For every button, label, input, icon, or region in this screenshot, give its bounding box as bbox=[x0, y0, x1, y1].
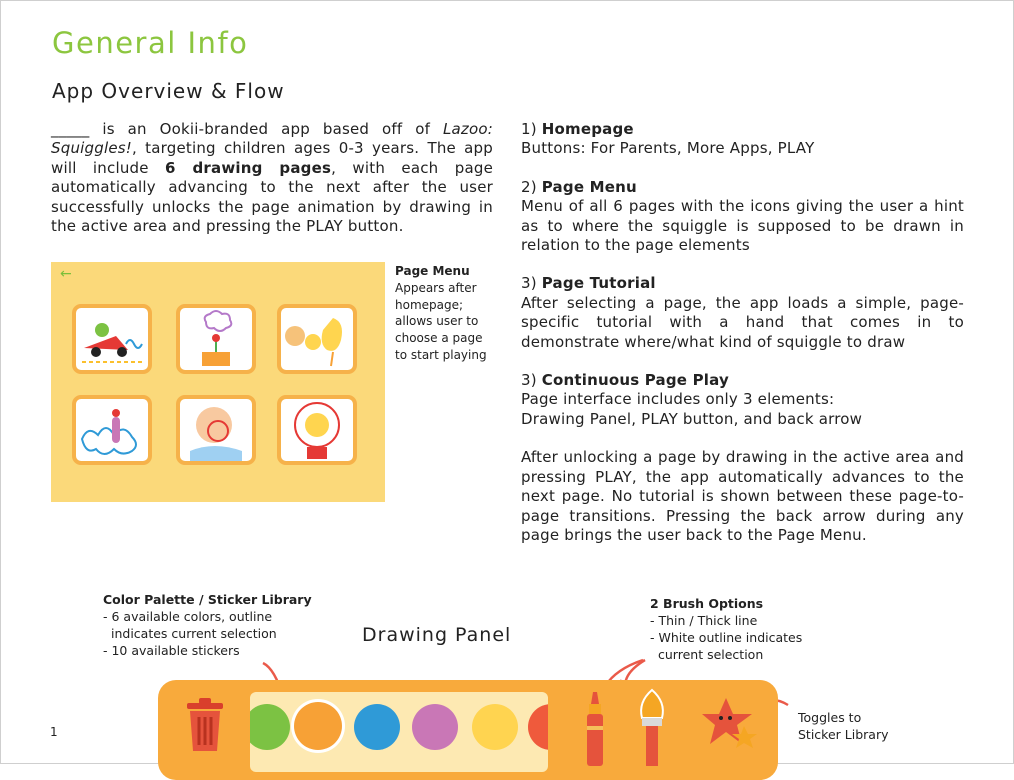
section-body: Menu of all 6 pages with the icons giving the user a hint as to where the squiggle is supposed to be drawn in relation to the page elements bbox=[521, 197, 964, 255]
color-swatch-purple[interactable] bbox=[412, 704, 458, 750]
thin-brush-icon[interactable] bbox=[580, 690, 610, 766]
lazoo-title: Lazoo: Squiggles! bbox=[51, 120, 493, 158]
sticker-toggle-note: Toggles to Sticker Library bbox=[798, 710, 889, 742]
sticker-star-icon[interactable] bbox=[700, 694, 760, 754]
brush-annotation-title: 2 Brush Options bbox=[650, 596, 764, 611]
color-swatch-green[interactable] bbox=[250, 704, 290, 750]
section-heading: Page Menu bbox=[541, 177, 637, 196]
section-body: After selecting a page, the app loads a simple, page-specific tutorial with a hand that comes in to demonstrate where/what kind of squiggle to draw bbox=[521, 293, 964, 351]
color-palette bbox=[250, 692, 548, 772]
color-swatch-yellow[interactable] bbox=[472, 704, 518, 750]
page-menu-note-body: Appears after homepage; allows user to choose a page to start playing bbox=[395, 280, 487, 362]
app-name-blank: _____ bbox=[51, 120, 90, 138]
palette-annotation-title: Color Palette / Sticker Library bbox=[103, 592, 312, 607]
closing-paragraph: After unlocking a page by drawing in the active area and pressing PLAY, the app automatically advances to the next page. No tutorial is shown between these page-to-page transitions. Pressing the back arrow during any page brings the user back to the Page Menu. bbox=[521, 448, 964, 544]
section-homepage: 1) Homepage Buttons: For Parents, More Apps, PLAY bbox=[521, 120, 964, 159]
back-arrow-icon: ← bbox=[60, 266, 72, 282]
section-subtitle: App Overview & Flow bbox=[52, 79, 285, 103]
section-heading: Continuous Page Play bbox=[541, 371, 729, 390]
section-page-tutorial: 3) Page Tutorial After selecting a page, the app loads a simple, page-specific tutorial with a hand that comes in to demonstrate where/what kind of squiggle to draw bbox=[521, 274, 964, 351]
color-swatch-orange-selected[interactable] bbox=[294, 702, 342, 750]
section-body: Buttons: For Parents, More Apps, PLAY bbox=[521, 139, 815, 158]
intro-paragraph: _____ is an Ookii-branded app based off of Lazoo: Squiggles!, targeting children ages 0-3 years. The app will include 6 drawing pages, with each page automatically advancing to the next after the user successfully unlocks the page animation by drawing in the active area and pressing the PLAY button. bbox=[51, 120, 493, 236]
color-swatch-red[interactable] bbox=[528, 704, 548, 750]
trash-icon[interactable] bbox=[183, 697, 227, 753]
section-body-line2: Drawing Panel, PLAY button, and back arrow bbox=[521, 409, 863, 428]
section-page-menu: 2) Page Menu Menu of all 6 pages with the icons giving the user a hint as to where the squiggle is supposed to be drawn in relation to the page elements bbox=[521, 177, 964, 255]
brush-annotation: 2 Brush Options - Thin / Thick line - White outline indicates current selection bbox=[650, 596, 803, 662]
palette-annotation: Color Palette / Sticker Library - 6 available colors, outline indicates current selection - 10 available stickers bbox=[103, 592, 312, 658]
page-number: 1 bbox=[50, 725, 58, 739]
section-heading: Page Tutorial bbox=[541, 274, 656, 293]
color-swatch-blue[interactable] bbox=[354, 704, 400, 750]
section-continuous-play: 3) Continuous Page Play Page interface includes only 3 elements: Drawing Panel, PLAY button, and back arrow bbox=[521, 371, 964, 429]
page-title: General Info bbox=[52, 26, 249, 60]
page-menu-note-title: Page Menu bbox=[395, 264, 470, 278]
section-body: Page interface includes only 3 elements: bbox=[521, 390, 835, 409]
section-heading: Homepage bbox=[541, 120, 634, 138]
thick-brush-icon[interactable] bbox=[628, 688, 676, 766]
drawing-panel-label: Drawing Panel bbox=[362, 624, 512, 646]
